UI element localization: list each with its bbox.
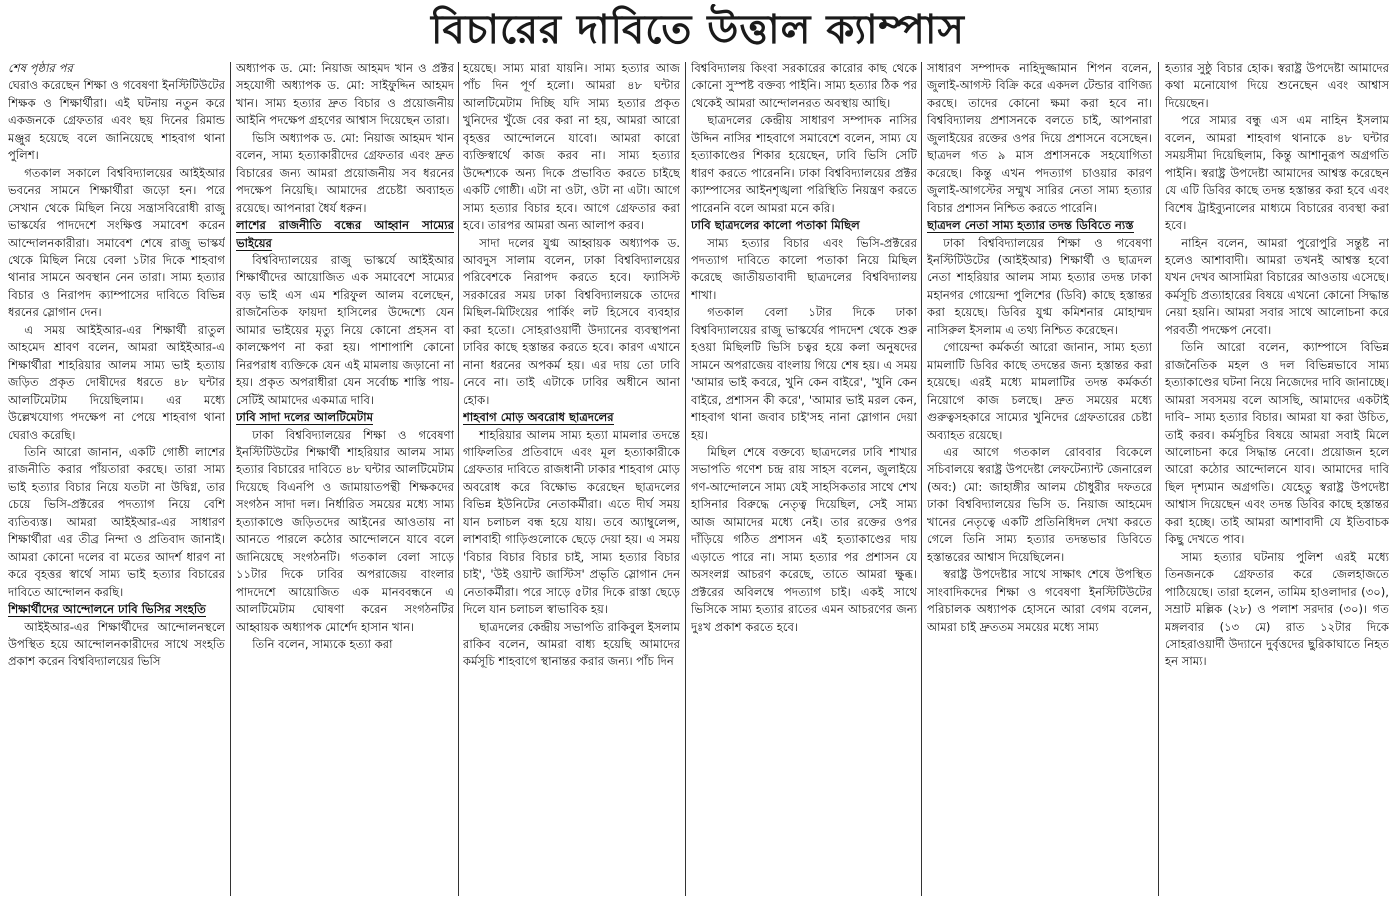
column-4 — [691, 60, 917, 898]
paragraph: তিনি আরো বলেন, ক্যাম্পাসে বিভিন্ন রাজনৈতিক মহল ও দল বিভিন্নভাবে সাম্য হত্যাকাণ্ডের ঘটনা নিয়ে নিজেদের দাবি জানাচ্ছে। আমরা সবসময় বলে আসছি, আমাদের একটাই দাবি– সাম্য হত্যার বিচার। আমরা যা করা উচিত, তাই করব। কর্মসূচির বিষয়ে আমরা সবাই মিলে আলোচনা করে সিদ্ধান্ত নেবো। প্রয়োজন হলে আরো কঠোর আন্দোলনে যাব। আমাদের দাবি ছিল দৃশ্যমান অগ্রগতি। যেহেতু স্বরাষ্ট্র উপদেষ্টা আশ্বাস দিয়েছেন এবং তদন্ত ডিবির কাছে হস্তান্তর করা হচ্ছে। তাই আমরা আশাবাদী যে ইতিবাচক কিছু দেখতে পাব। — [1165, 340, 1389, 547]
subheading — [236, 409, 454, 426]
column-6 — [1165, 60, 1389, 898]
column-divider — [458, 62, 459, 896]
paragraph: ভিসি অধ্যাপক ড. মো: নিয়াজ আহমদ খান বলেন, সাম্য হত্যাকারীদের গ্রেফতার এবং দ্রুত বিচারের জন্য আমরা প্রয়োজনীয় সব ধরনের পদক্ষেপ নিয়েছি। আমাদের প্রচেষ্টা অব্যাহত রয়েছে। আপনারা ধৈর্য ধরুন। — [236, 130, 454, 215]
paragraph: সাম্য হত্যার বিচার এবং ভিসি-প্রক্টরের পদত্যাগ দাবিতে কালো পতাকা নিয়ে মিছিল করেছে জাতীয়তাবাদী ছাত্রদলের বিশ্ববিদ্যালয় শাখা। — [691, 235, 917, 302]
paragraph: এর আগে গতকাল রোববার বিকেলে সচিবালয়ে স্বরাষ্ট্র উপদেষ্টা লেফটেন্যান্ট জেনারেল (অব:) মো: জাহাঙ্গীর আলম চৌধুরীর দফতরে ঢাকা বিশ্ববিদ্যালয়ের ভিসি ড. নিয়াজ আহমেদ খানের নেতৃত্বে একটি প্রতিনিধিদল দেখা করতে গেলে তিনি সাম্য হত্যার তদন্তভার ডিবিতে হস্তান্তরের আশ্বাস দিয়েছিলেন। — [927, 444, 1152, 564]
paragraph: শাহরিয়ার আলম সাম্য হত্যা মামলার তদন্তে গাফিলতির প্রতিবাদে এবং মূল হত্যাকারীকে গ্রেফতার দাবিতে রাজধানী ঢাকার শাহবাগ মোড় অবরোধ করে বিক্ষোভ করেছেন ছাত্রদলের বিভিন্ন ইউনিটের নেতাকর্মীরা। এতে দীর্ঘ সময় যান চলাচল বন্ধ হয়ে যায়। তবে অ্যাম্বুলেন্স, লাশবাহী গাড়িগুলোকে ছেড়ে দেয়া হয়। এ সময় 'বিচার বিচার বিচার চাই, সাম্য হত্যার বিচার চাই', 'উই ওয়ান্ট জাস্টিস' প্রভৃতি স্লোগান দেন নেতাকর্মীরা। পরে সাড়ে ৫টার দিকে রাস্তা ছেড়ে দিলে যান চলাচল স্বাভাবিক হয়। — [463, 427, 680, 617]
paragraph: তিনি আরো জানান, একটি গোষ্ঠী লাশের রাজনীতি করার পাঁয়তারা করছে। তারা সাম্য ভাই হত্যার বিচার নিয়ে যতটা না উদ্বিগ্ন, তার চেয়ে ভিসি-প্রক্টরের পদত্যাগ নিয়ে বেশি ব্যতিব্যস্ত। আমরা আইইআর-এর সাধারণ শিক্ষার্থীরা এর তীব্র নিন্দা ও প্রতিবাদ জানাই। আমরা কোনো দলের বা মতের আদর্শ ধারণ না করে বৃহত্তর স্বার্থে সাম্য ভাই হত্যার বিচারের দাবিতে আন্দোলন করছি। — [8, 444, 225, 599]
paragraph: ছাত্রদলের কেন্দ্রীয় সভাপতি রাকিবুল ইসলাম রাকিব বলেন, আমরা বাধ্য হয়েছি আমাদের কর্মসূচি শাহবাগে স্থানান্তর করার জন্য। পাঁচ দিন — [463, 619, 680, 669]
subheading — [236, 217, 454, 252]
paragraph: হয়েছে। সাম্য মারা যায়নি। সাম্য হত্যার আজ পাঁচ দিন পূর্ণ হলো। আমরা ৪৮ ঘন্টার আলটিমেটাম দিচ্ছি যদি সাম্য হত্যার প্রকৃত খুনিদের খুঁজে বের করা না হয়, আমরা আরো বৃহত্তর আন্দোলনে যাবো। আমরা কারো ব্যক্তিস্বার্থে কাজ করব না। সাম্য হত্যার উদ্দেশ্যকে অন্য দিকে প্রভাবিত করতে চাইছে একটি গোষ্ঠী। এটা না ওটা, ওটা না এটা। আগে সাম্য হত্যার বিচার হবে। আগে গ্রেফতার করা হবে। তারপর আমরা অন্য আলাপ করব। — [463, 61, 680, 233]
paragraph: গতকাল বেলা ১টার দিকে ঢাকা বিশ্ববিদ্যালয়ের রাজু ভাস্কর্যের পাদদেশ থেকে শুরু হওয়া মিছিলটি ভিসি চত্বর হয়ে কলা অনুষদের সামনে অপরাজেয় বাংলায় গিয়ে শেষ হয়। এ সময় 'আমার ভাই কবরে, খুনি কেন বাইরে', 'খুনি কেন বাইরে, প্রশাসন কী করে', 'আমার ভাই মরল কেন, শাহবাগ থানা জবাব চাই'সহ নানা স্লোগান দেয়া হয়। — [691, 305, 917, 442]
subheading-text: লাশের রাজনীতি বন্ধের আহ্বান সাম্যের ভাইয়ের — [236, 218, 454, 250]
paragraph: পরে সাম্যর বন্ধু এস এম নাহিন ইসলাম বলেন, আমরা শাহবাগ থানাকে ৪৮ ঘন্টার সময়সীমা দিয়েছিলাম, কিন্তু আশানুরূপ অগ্রগতি পাইনি। স্বরাষ্ট্র উপদেষ্টা আমাদের আশ্বস্ত করেছেন যে এটি ডিবির কাছে তদন্ত হস্তান্তর করা হবে এবং বিশেষ ট্রাইব্যুনালের মাধ্যমে বিচারের ব্যবস্থা করা হবে। — [1165, 113, 1389, 233]
column-2 — [236, 60, 454, 898]
paragraph: আইইআর-এর শিক্ষার্থীদের আন্দোলনস্থলে উপস্থিত হয়ে আন্দোলনকারীদের সাথে সংহতি প্রকাশ করেন বিশ্ববিদ্যালয়ের ভিসি — [8, 619, 225, 669]
paragraph: তিনি বলেন, সাম্যকে হত্যা করা — [252, 636, 393, 651]
paragraph: নাহিন বলেন, আমরা পুরোপুরি সন্তুষ্ট না হলেও আশাবাদী। আমরা তখনই আশ্বস্ত হবো যখন দেখব আসামিরা বিচারের আওতায় এসেছে। কর্মসূচি প্রত্যাহারের বিষয়ে এখনো কোনো সিদ্ধান্ত নেয়া হয়নি। আমরা সবার সাথে আলোচনা করে পরবর্তী পদক্ষেপ নেবো। — [1165, 235, 1389, 337]
subheading — [927, 217, 1152, 234]
subheading-text: ছাত্রদল নেতা সাম্য হত্যার তদন্ত ডিবিতে ন্যস্ত — [927, 218, 1134, 233]
subheading-text: ঢাবি সাদা দলের আলটিমেটাম — [236, 410, 374, 425]
paragraph: হত্যার সুষ্ঠু বিচার হোক। স্বরাষ্ট্র উপদেষ্টা আমাদের কথা মনোযোগ দিয়ে শুনেছেন এবং আশ্বাস দিয়েছেন। — [1165, 61, 1389, 110]
continuation-label: শেষ পৃষ্ঠার পর — [8, 61, 73, 75]
column-5 — [927, 60, 1152, 898]
column-divider — [1158, 62, 1159, 896]
article-body — [0, 60, 1396, 900]
paragraph: ছাত্রদলের কেন্দ্রীয় সাধারণ সম্পাদক নাসির উদ্দিন নাসির শাহবাগে সমাবেশে বলেন, সাম্য যে হত্যাকাণ্ডের শিকার হয়েছেন, ঢাবি ভিসি সেটি ধারণ করতে পারেননি। ঢাকা বিশ্ববিদ্যালয়ের প্রক্টর ক্যাম্পাসের আইনশৃঙ্খলা পরিস্থিতি নিয়ন্ত্রণ করতে পারেননি বলে আমরা মনে করি। — [691, 113, 917, 215]
column-divider — [921, 62, 922, 896]
paragraph: মিছিল শেষে বক্তব্যে ছাত্রদলের ঢাবি শাখার সভাপতি গণেশ চন্দ্র রায় সাহস বলেন, জুলাইয়ে গণ-আন্দোলনে সাম্য যেই সাহসিকতার সাথে শেখ হাসিনার বিরুদ্ধে নেতৃত্ব দিয়েছিল, সেই সাম্য আজ আমাদের মধ্যে নেই। তার রক্তের ওপর দাঁড়িয়ে গঠিত প্রশাসন এই হত্যাকাণ্ডের দায় এড়াতে পারে না। সাম্য হত্যার পর প্রশাসন যে অসংলগ্ন আচরণ করেছে, তাতে আমরা ক্ষুব্ধ। প্রক্টরের অবিলম্বে পদত্যাগ চাই। একই সাথে ভিসিকে সাম্য হত্যার রাতের এমন আচরণের জন্য দুঃখ প্রকাশ করতে হবে। — [691, 444, 917, 634]
paragraph: ঢাকা বিশ্ববিদ্যালয়ের শিক্ষা ও গবেষণা ইনস্টিটিউটের (আইইআর) শিক্ষার্থী ও ছাত্রদল নেতা শাহরিয়ার আলম সাম্য হত্যার তদন্ত ঢাকা মহানগর গোয়েন্দা পুলিশের (ডিবি) কাছে হস্তান্তর করা হয়েছে। ডিবির যুগ্ম কমিশনার মোহাম্মদ নাসিরুল ইসলাম এ তথ্য নিশ্চিত করেছেন। — [927, 235, 1152, 337]
paragraph: গতকাল সকালে বিশ্ববিদ্যালয়ের আইইআর ভবনের সামনে শিক্ষার্থীরা জড়ো হন। পরে সেখান থেকে মিছিল নিয়ে সন্ত্রাসবিরোধী রাজু ভাস্কর্যের পাদদেশে সংক্ষিপ্ত সমাবেশ করেন আন্দোলনকারীরা। সমাবেশ শেষে রাজু ভাস্কর্য থেকে মিছিল নিয়ে বেলা ১টার দিকে শাহবাগ থানার সামনে অবস্থান নেন তারা। সাম্য হত্যার বিচার ও নিরাপদ ক্যাম্পাসের দাবিতে বিভিন্ন ধরনের স্লোগান দেন। — [8, 165, 225, 320]
headline: বিচারের দাবিতে উত্তাল ক্যাম্পাস — [431, 7, 965, 53]
subheading-text: শাহবাগ মোড় অবরোধ ছাত্রদলের — [463, 410, 614, 425]
paragraph: অধ্যাপক ড. মো: নিয়াজ আহমদ খান ও প্রক্টর সহযোগী অধ্যাপক ড. মো: সাইফুদ্দিন আহমদ খান। সাম্য হত্যার দ্রুত বিচার ও প্রয়োজনীয় আইনি পদক্ষেপ গ্রহণের আশ্বাস দিয়েছেন তারা। — [236, 61, 454, 128]
column-1 — [8, 60, 225, 898]
column-divider — [685, 62, 686, 896]
subheading: ঢাবি ছাত্রদলের কালো পতাকা মিছিল — [691, 218, 860, 233]
subheading-text: শিক্ষার্থীদের আন্দোলনে ঢাবি ভিসির সংহতি — [8, 602, 206, 617]
column-divider — [230, 62, 231, 896]
paragraph: বিশ্ববিদ্যালয় কিংবা সরকারের কারোর কাছ থেকে কোনো সুস্পষ্ট বক্তব্য পাইনি। সাম্য হত্যার ঠিক পর থেকেই আমরা আন্দোলনরত অবস্থায় আছি। — [691, 61, 917, 110]
paragraph: ঘেরাও করেছেন শিক্ষা ও গবেষণা ইনস্টিটিউটের শিক্ষক ও শিক্ষার্থীরা। এই ঘটনায় নতুন করে একজনকে গ্রেফতার এবং ছয় দিনের রিমান্ড মঞ্জুর হয়েছে বলে জানিয়েছে শাহবাগ থানা পুলিশ। — [8, 78, 225, 163]
column-3 — [463, 60, 680, 898]
paragraph: এ সময় আইইআর-এর শিক্ষার্থী রাতুল আহমেদ শ্রাবণ বলেন, আমরা আইইআর-এ শিক্ষার্থীরা শাহরিয়ার আলম সাম্য ভাই হত্যায় জড়িত প্রকৃত দোষীদের ধরতে ৪৮ ঘন্টার আলটিমেটাম দিয়েছিলাম। এর মধ্যে উল্লেখযোগ্য পদক্ষেপ না পেয়ে শাহবাগ থানা ঘেরাও করেছি। — [8, 322, 225, 442]
subheading — [463, 409, 680, 426]
paragraph: সাম্য হত্যার ঘটনায় পুলিশ এরই মধ্যে তিনজনকে গ্রেফতার করে জেলহাজতে পাঠিয়েছে। তারা হলেন, তামিম হাওলাদার (৩০), সম্রাট মল্লিক (২৮) ও পলাশ সরদার (৩০)। গত মঙ্গলবার (১৩ মে) রাত ১২টার দিকে সোহরাওয়ার্দী উদ্যানে দুর্বৃত্তদের ছুরিকাঘাতে নিহত হন সাম্য। — [1165, 549, 1389, 669]
paragraph: ঢাকা বিশ্ববিদ্যালয়ের শিক্ষা ও গবেষণা ইনস্টিটিউটের শিক্ষার্থী শাহরিয়ার আলম সাম্য হত্যার বিচারের দাবিতে ৪৮ ঘন্টার আলটিমেটাম দিয়েছে বিএনপি ও জামায়াতপন্থী শিক্ষকদের সংগঠন সাদা দল। নির্ধারিত সময়ের মধ্যে সাম্য হত্যাকাণ্ডে জড়িতদের আইনের আওতায় না আনতে পারলে কঠোর আন্দোলনে যাবে বলে জানিয়েছে সংগঠনটি। গতকাল বেলা সাড়ে ১১টার দিকে ঢাবির অপরাজেয় বাংলার পাদদেশে আয়োজিত এক মানববন্ধনে এ আলটিমেটাম ঘোষণা করেন সংগঠনটির আহ্বায়ক অধ্যাপক মোর্শেদ হাসান খান। — [236, 427, 454, 634]
paragraph: স্বরাষ্ট্র উপদেষ্টার সাথে সাক্ষাৎ শেষে উপস্থিত সাংবাদিকদের শিক্ষা ও গবেষণা ইনস্টিটিউটের পরিচালক অধ্যাপক হোসনে আরা বেগম বলেন, আমরা চাই দ্রুততম সময়ের মধ্যে সাম্য — [927, 567, 1152, 634]
paragraph: বিশ্ববিদ্যালয়ের রাজু ভাস্কর্যে আইইআর শিক্ষার্থীদের আয়োজিত এক সমাবেশে সাম্যের বড় ভাই এস এম শরিফুল আলম বলেছেন, রাজনৈতিক ফায়দা হাসিলের উদ্দেশ্যে যেন আমার ভাইয়ের মৃত্যু নিয়ে কোনো প্রহসন বা কালক্ষেপণ না করা হয়। পাশাপাশি কোনো নিরপরাধ ব্যক্তিকে যেন এই মামলায় জড়ানো না হয়। প্রকৃত অপরাধীরা যেন সর্বোচ্চ শাস্তি পায়-সেটিই আমাদের একমাত্র দাবি। — [236, 252, 454, 407]
paragraph: সাদা দলের যুগ্ম আহ্বায়ক অধ্যাপক ড. আবদুস সালাম বলেন, ঢাকা বিশ্ববিদ্যালয়ের পরিবেশকে নিরাপদ করতে হবে। ফ্যাসিস্ট সরকারের সময় ঢাকা বিশ্ববিদ্যালয়কে তাদের মিছিল-মিটিংয়ের পার্কিং লট হিসেবে ব্যবহার করা হতো। সোহরাওয়ার্দী উদ্যানের ব্যবস্থাপনা ঢাবির কাছে হস্তান্তর করতে হবে। কারণ এখানে নানা ধরনের অপকর্ম হয়। এর দায় তো ঢাবি নেবে না। তাই এটাকে ঢাবির অধীনে আনা হোক। — [463, 235, 680, 407]
paragraph: সাধারণ সম্পাদক নাহিদুজ্জামান শিপন বলেন, জুলাই-আগস্ট বিক্রি করে একদল টেন্ডার বাণিজ্য করছে। তাদের কোনো ক্ষমা করা হবে না। বিশ্ববিদ্যালয় প্রশাসনকে বলতে চাই, আপনারা জুলাইয়ের রক্তের ওপর দিয়ে প্রশাসনে বসেছেন। ছাত্রদল গত ৯ মাস প্রশাসনকে সহযোগিতা করেছে। কিন্তু এখন পদত্যাগ চাওয়ার কারণ জুলাই-আগস্টের সম্মুখ সারির নেতা সাম্য হত্যার বিচার প্রশাসন নিশ্চিত করতে পারেনি। — [927, 61, 1152, 215]
paragraph: গোয়েন্দা কর্মকর্তা আরো জানান, সাম্য হত্যা মামলাটি ডিবির কাছে তদন্তের জন্য হস্তান্তর করা হয়েছে। এরই মধ্যে মামলাটির তদন্ত কর্মকর্তা নিয়োগে কাজ চলছে। দ্রুত সময়ের মধ্যে গুরুত্বসহকারে সাম্যের খুনিদের গ্রেফতারের চেষ্টা অব্যাহত রয়েছে। — [927, 340, 1152, 442]
subheading — [8, 601, 225, 618]
